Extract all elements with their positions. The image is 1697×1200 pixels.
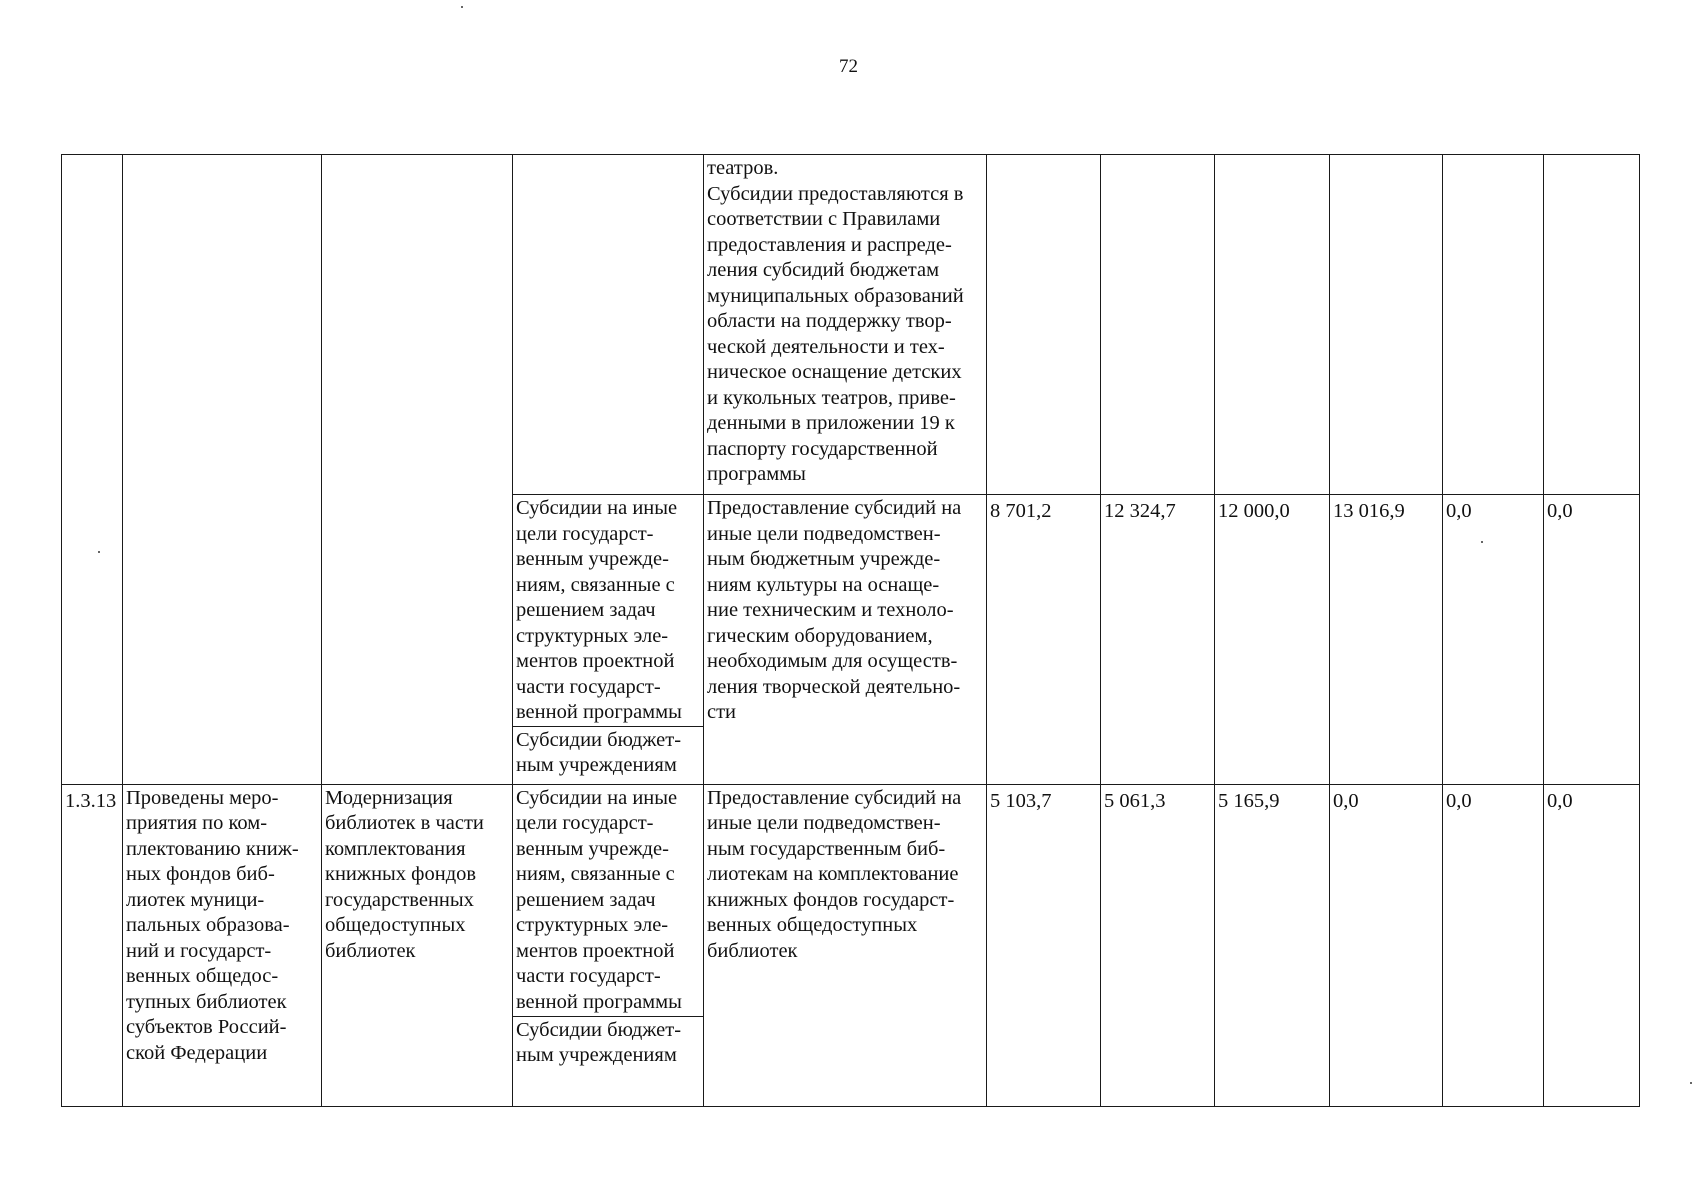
text-line: Предоставление субсидий на: [707, 786, 962, 809]
text-line: ментов проектной: [516, 650, 675, 672]
text-line: комплектования: [325, 837, 466, 860]
text-line: ным бюджетным учрежде-: [707, 548, 941, 570]
text-line: Предоставление субсидий на: [707, 497, 962, 519]
text-line: тупных библиотек: [126, 990, 287, 1013]
text-line: приятия по ком-: [126, 812, 268, 834]
text-line: Модернизация: [325, 786, 453, 809]
text-line: Проведены меро-: [126, 786, 279, 809]
value-cell-2022: 13 016,9: [1330, 495, 1443, 785]
text-line: библиотек: [707, 939, 798, 962]
text-line: решением задач: [516, 599, 656, 621]
value-cell-2024: 0,0: [1544, 784, 1640, 1106]
text-line: программы: [707, 463, 806, 485]
text-line: необходимым для осуществ-: [707, 650, 958, 672]
description-text: [707, 496, 983, 726]
text-line: части государст-: [516, 965, 661, 987]
text-line: общедоступных: [325, 914, 466, 936]
value-cell-empty: [987, 155, 1101, 495]
text-line: библиотек в части: [325, 812, 484, 834]
text-line: книжных фондов государст-: [707, 888, 955, 911]
funding-type-text: [516, 496, 700, 726]
funding-type-text: [516, 1018, 700, 1069]
funding-type-cell: [513, 726, 704, 784]
description-cell: [704, 155, 987, 495]
text-line: и кукольных театров, приве-: [707, 386, 956, 409]
text-line: структурных эле-: [516, 914, 669, 936]
value-cell-2019: 8 701,2: [987, 495, 1101, 785]
text-line: плектованию книж-: [126, 837, 299, 860]
text-line: иные цели подведомствен-: [707, 812, 941, 834]
event-cell: [322, 784, 513, 1106]
value-cell-empty: [1215, 155, 1330, 495]
text-line: решением задач: [516, 888, 656, 911]
result-cell-empty: [123, 155, 322, 785]
text-line: ниям, связанные с: [516, 863, 675, 885]
event-cell-empty: [322, 155, 513, 785]
funding-type-text: [516, 786, 700, 1016]
text-line: ниям культуры на оснаще-: [707, 573, 940, 596]
text-line: библиотек: [325, 939, 416, 962]
funding-type-cell: [513, 495, 704, 727]
text-line: части государст-: [516, 675, 661, 698]
text-line: государственных: [325, 888, 474, 911]
result-text: [126, 786, 318, 1067]
funding-type-cell: [513, 784, 704, 1016]
value-cell-2019: 5 103,7: [987, 784, 1101, 1106]
value-cell-empty: [1101, 155, 1215, 495]
funding-type-cell: [513, 1016, 704, 1106]
text-line: ным государственным биб-: [707, 837, 946, 860]
text-line: иные цели подведомствен-: [707, 522, 941, 545]
scan-speck: [1690, 1082, 1692, 1084]
text-line: венных общедос-: [126, 965, 279, 987]
scan-speck: [461, 6, 463, 8]
value-cell-2023: 0,0: [1443, 495, 1544, 785]
value-cell-empty: [1330, 155, 1443, 495]
text-line: венным учрежде-: [516, 837, 669, 860]
value-cell-2020: 5 061,3: [1101, 784, 1215, 1106]
text-line: Субсидии бюджет-: [516, 728, 682, 751]
text-line: театров.: [707, 157, 779, 179]
text-line: ления творческой деятельно-: [707, 675, 961, 698]
text-line: венной программы: [516, 701, 682, 723]
text-line: Субсидии предоставляются в: [707, 182, 964, 205]
text-line: ниям, связанные с: [516, 573, 675, 596]
text-line: области на поддержку твор-: [707, 310, 952, 332]
description-cell: [704, 495, 987, 785]
funding-type-cell-empty: [513, 155, 704, 495]
text-line: лиотек муници-: [126, 888, 265, 911]
text-line: венной программы: [516, 990, 682, 1013]
value-cell-empty: [1544, 155, 1640, 495]
text-line: ным учреждениям: [516, 754, 677, 776]
text-line: паспорту государственной: [707, 437, 938, 460]
row-number-cell-empty: [62, 155, 123, 785]
text-line: муниципальных образований: [707, 284, 964, 307]
text-line: ментов проектной: [516, 939, 675, 962]
row-number-cell: 1.3.13: [62, 784, 123, 1106]
result-cell: [123, 784, 322, 1106]
program-funding-table: [61, 154, 1640, 1107]
text-line: ний и государст-: [126, 939, 272, 962]
text-line: субъектов Россий-: [126, 1016, 287, 1038]
text-line: ным учреждениям: [516, 1044, 677, 1066]
text-line: цели государст-: [516, 812, 654, 834]
text-line: ления субсидий бюджетам: [707, 259, 940, 281]
text-line: гическим оборудованием,: [707, 624, 933, 647]
value-cell-2023: 0,0: [1443, 784, 1544, 1106]
text-line: ных фондов биб-: [126, 863, 275, 885]
table-row: [62, 784, 1640, 1016]
value-cell-2021: 5 165,9: [1215, 784, 1330, 1106]
text-line: цели государст-: [516, 522, 654, 545]
text-line: Субсидии на иные: [516, 497, 678, 519]
value-cell-2021: 12 000,0: [1215, 495, 1330, 785]
description-cell: [704, 784, 987, 1106]
text-line: соответствии с Правилами: [707, 208, 941, 230]
text-line: структурных эле-: [516, 624, 669, 647]
text-line: Субсидии бюджет-: [516, 1018, 682, 1041]
event-text: [325, 786, 509, 965]
value-cell-2022: 0,0: [1330, 784, 1443, 1106]
value-cell-2020: 12 324,7: [1101, 495, 1215, 785]
text-line: венным учрежде-: [516, 548, 669, 570]
text-line: сти: [707, 701, 737, 723]
page-number: 72: [839, 56, 858, 77]
text-line: ническое оснащение детских: [707, 361, 962, 383]
text-line: пальных образова-: [126, 914, 290, 936]
text-line: денными в приложении 19 к: [707, 412, 955, 434]
text-line: предоставления и распреде-: [707, 233, 952, 256]
description-text: [707, 786, 983, 965]
description-text: [707, 156, 983, 488]
text-line: лиотекам на комплектование: [707, 863, 959, 885]
text-line: Субсидии на иные: [516, 786, 678, 809]
value-cell-empty: [1443, 155, 1544, 495]
text-line: ческой деятельности и тех-: [707, 335, 945, 358]
text-line: ние техническим и техноло-: [707, 599, 954, 621]
table-row: [62, 155, 1640, 495]
text-line: венных общедоступных: [707, 914, 918, 936]
value-cell-2024: 0,0: [1544, 495, 1640, 785]
text-line: книжных фондов: [325, 863, 477, 885]
text-line: ской Федерации: [126, 1041, 268, 1064]
funding-type-text: [516, 728, 700, 779]
